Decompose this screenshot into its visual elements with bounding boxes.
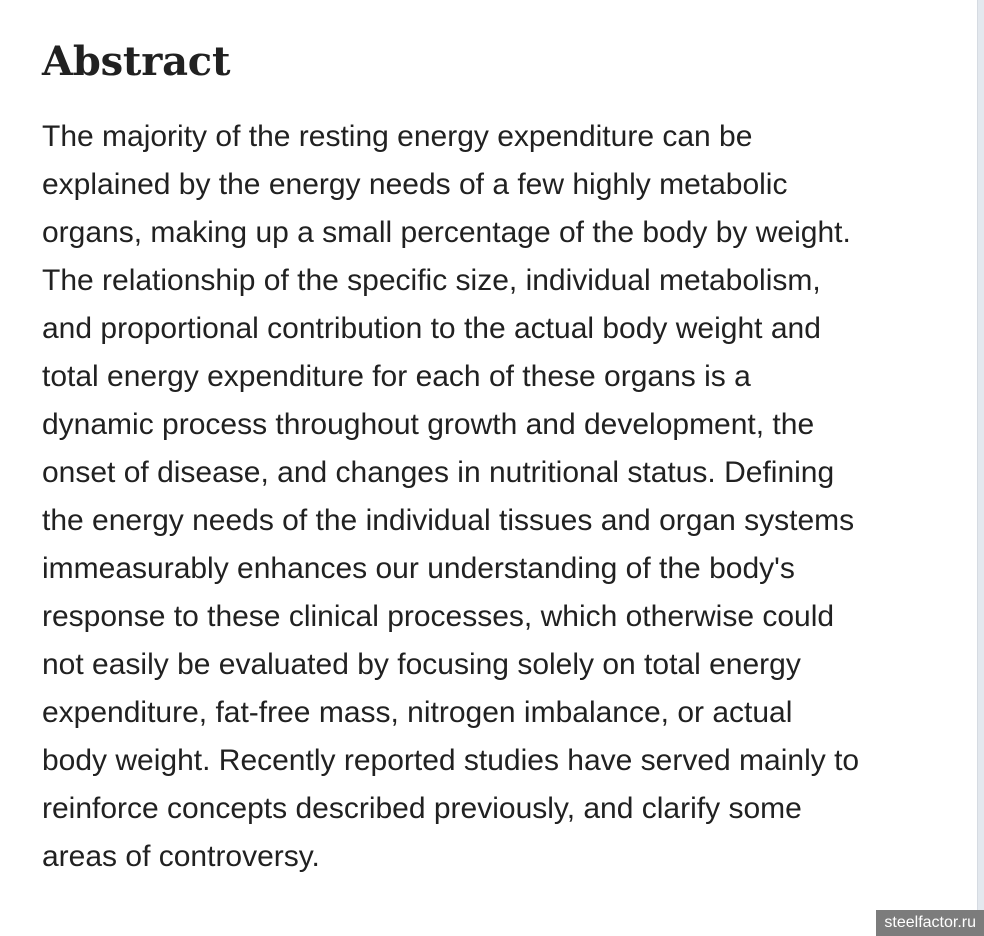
page-edge (978, 0, 984, 936)
abstract-line: The relationship of the specific size, individual metabolism, (42, 264, 821, 297)
abstract-line: organs, making up a small percentage of the body by weight. (42, 216, 851, 249)
abstract-line: response to these clinical processes, which otherwise could (42, 600, 835, 633)
abstract-line: immeasurably enhances our understanding of the body's (42, 552, 795, 585)
abstract-line: not easily be evaluated by focusing solely on total energy (42, 648, 801, 681)
watermark-badge: steelfactor.ru (876, 910, 984, 936)
abstract-line: explained by the energy needs of a few highly metabolic (42, 168, 788, 201)
abstract-line: expenditure, fat-free mass, nitrogen imbalance, or actual (42, 696, 793, 729)
abstract-line: reinforce concepts described previously, and clarify some (42, 792, 802, 825)
abstract-line: the energy needs of the individual tissues and organ systems (42, 504, 855, 537)
abstract-heading: Abstract (42, 38, 231, 85)
abstract-line: areas of controversy. (42, 840, 320, 873)
abstract-line: onset of disease, and changes in nutritional status. Defining (42, 456, 835, 489)
abstract-line: and proportional contribution to the actual body weight and (42, 312, 821, 345)
abstract-line: The majority of the resting energy expenditure can be (42, 120, 753, 153)
abstract-line: total energy expenditure for each of these organs is a (42, 360, 751, 393)
abstract-line: body weight. Recently reported studies have served mainly to (42, 744, 860, 777)
abstract-text (42, 113, 942, 881)
abstract-line: dynamic process throughout growth and development, the (42, 408, 815, 441)
